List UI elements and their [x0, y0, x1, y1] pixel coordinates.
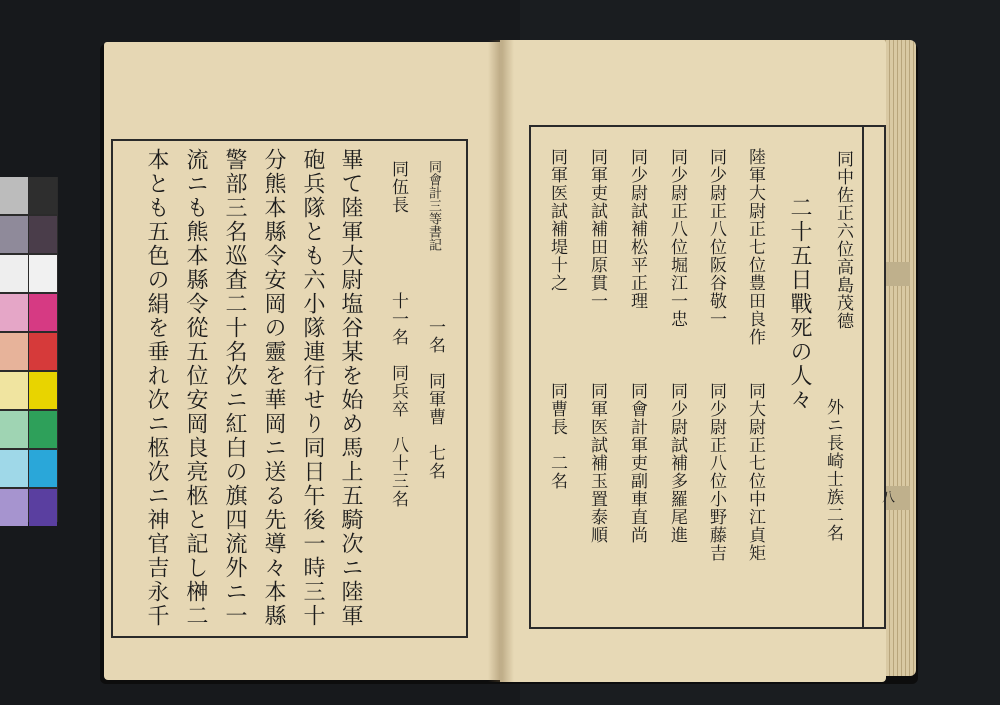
- left-column: 一名 同軍曹 七名: [425, 318, 445, 480]
- right-column: 同會計軍吏副車直尚: [627, 382, 647, 544]
- right-column: 二十五日戰死の人々: [787, 196, 812, 412]
- left-column: 砲兵隊とも六小隊連行せり同日午後一時三十: [300, 148, 325, 628]
- right-column: 同曹長 二名: [547, 382, 567, 490]
- left-column: 警部三名巡査二十名次ニ紅白の旗四流外ニ一: [222, 148, 247, 628]
- left-column: 流ニも熊本縣令從五位安岡良亮柩と記し榊二: [183, 148, 208, 628]
- left-column: 同伍長: [388, 160, 408, 214]
- left-column: 本とも五色の絹を垂れ次ニ柩次ニ神官吉永千: [144, 148, 169, 628]
- checker-swatch: [0, 294, 28, 331]
- right-column: 同少尉試補松平正理: [627, 148, 647, 310]
- checker-swatch: [29, 489, 57, 526]
- right-column: 同軍吏試補田原貫一: [587, 148, 607, 310]
- checker-swatch: [0, 372, 28, 409]
- right-column: 同少尉正八位堀江一忠: [667, 148, 687, 328]
- checker-swatch: [0, 450, 28, 487]
- right-column: 同軍医試補玉置泰順: [587, 382, 607, 544]
- checker-swatch: [29, 411, 57, 448]
- checker-swatch: [0, 489, 28, 526]
- right-column: 外ニ長崎士族二名: [823, 398, 843, 542]
- checker-swatch: [0, 216, 28, 253]
- right-column: 同中佐正六位高島茂德: [833, 150, 853, 330]
- right-column: 同大尉正七位中江貞矩: [745, 382, 765, 562]
- right-column: 陸軍大尉正七位豊田良作: [745, 148, 765, 346]
- checker-swatch: [29, 450, 57, 487]
- checker-swatch: [29, 255, 57, 292]
- checker-swatch: [29, 333, 57, 370]
- folio-number: 八: [879, 490, 894, 503]
- checker-swatch: [29, 372, 57, 409]
- left-column: 分熊本縣令安岡の靈を華岡ニ送る先導々本縣: [261, 148, 286, 628]
- left-column: 畢て陸軍大尉塩谷某を始め馬上五騎次ニ陸軍: [338, 148, 363, 628]
- checker-swatch: [0, 255, 28, 292]
- checker-swatch: [0, 177, 28, 214]
- color-checker-strip: [0, 177, 58, 522]
- left-header: 同會計三等書記: [426, 160, 441, 251]
- left-column: 十一名 同兵卒 八十三名: [388, 292, 408, 508]
- checker-swatch: [29, 216, 57, 253]
- right-page-rule: [862, 125, 864, 629]
- right-column: 同軍医試補堤十之: [547, 148, 567, 292]
- checker-swatch: [29, 177, 57, 214]
- checker-swatch: [29, 294, 57, 331]
- right-column: 同少尉正八位小野藤吉: [706, 382, 726, 562]
- checker-swatch: [0, 333, 28, 370]
- right-column: 同少尉正八位阪谷敬一: [706, 148, 726, 328]
- right-column: 同少尉試補多羅尾進: [667, 382, 687, 544]
- book-gutter: [488, 40, 514, 682]
- checker-swatch: [0, 411, 28, 448]
